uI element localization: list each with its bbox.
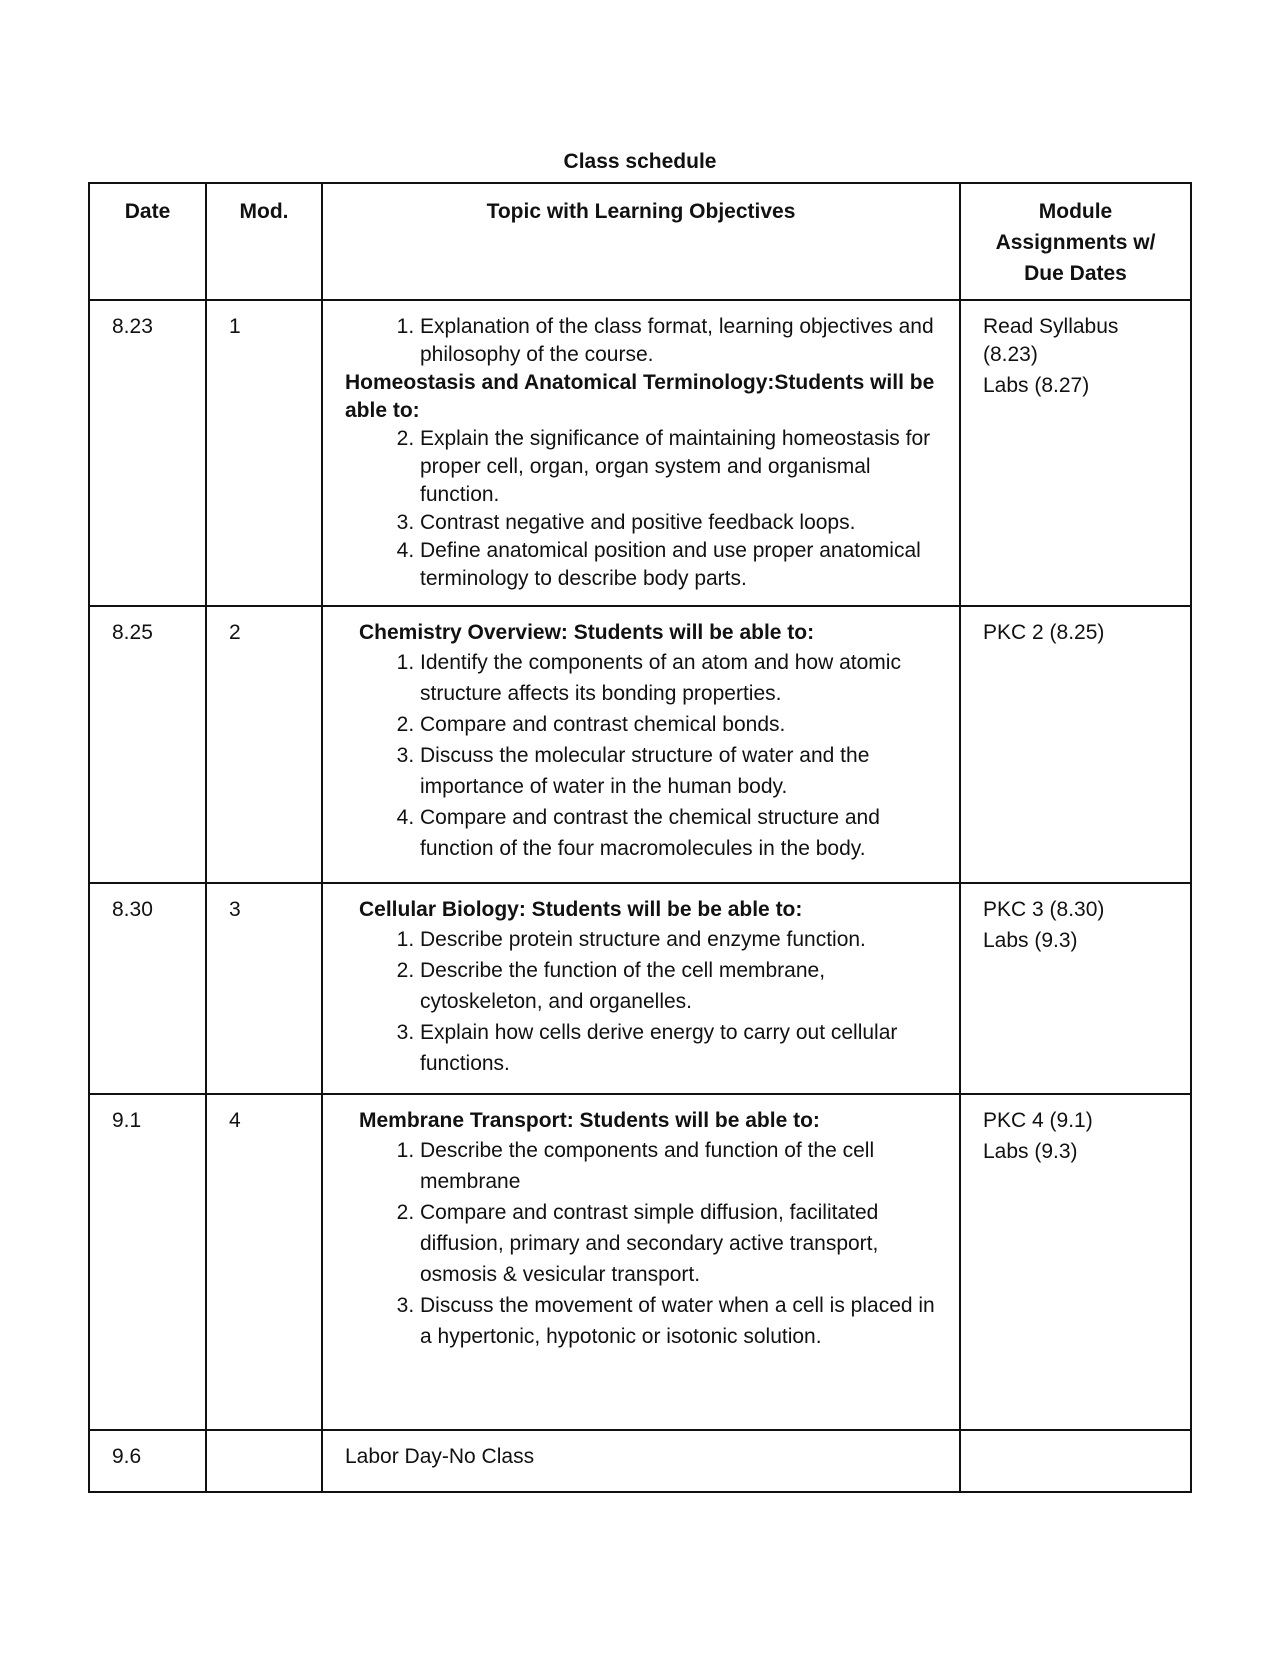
objective-item: 3. Discuss the movement of water when a cell is placed in a hypertonic, hypotonic or isotonic solution.	[420, 1290, 937, 1352]
section-heading: Membrane Transport: Students will be able to:	[359, 1109, 820, 1132]
module-cell	[206, 1430, 322, 1492]
date-cell: 9.6	[89, 1430, 206, 1492]
objective-item: 2. Describe the function of the cell membrane, cytoskeleton, and organelles.	[420, 955, 937, 1017]
objective-item: 1. Explanation of the class format, learning objectives and philosophy of the course.	[420, 313, 937, 369]
table-row	[89, 1430, 1191, 1492]
date-cell: 9.1	[89, 1094, 206, 1430]
table-row	[89, 1094, 1191, 1430]
objective-item: 3. Discuss the molecular structure of water and the importance of water in the human body.	[420, 740, 937, 802]
topic-cell	[322, 606, 960, 883]
assignments-cell	[960, 300, 1191, 606]
table-row	[89, 606, 1191, 883]
table-row	[89, 300, 1191, 606]
objective-item: 1. Identify the components of an atom and how atomic structure affects its bonding properties.	[420, 647, 937, 709]
objective-item: 2. Explain the significance of maintaining homeostasis for proper cell, organ, organ system and organismal function.	[420, 425, 937, 509]
section-heading: Cellular Biology: Students will be be able to:	[359, 898, 803, 921]
topic-cell	[322, 883, 960, 1094]
assignment-item: Read Syllabus (8.23)	[983, 315, 1119, 366]
topic-cell	[322, 1094, 960, 1430]
objective-item: 1. Describe the components and function of the cell membrane	[420, 1135, 937, 1197]
objective-item: 1. Describe protein structure and enzyme function.	[420, 924, 937, 955]
assignment-item: PKC 3 (8.30)	[983, 898, 1105, 921]
date-cell: 8.23	[89, 300, 206, 606]
assignments-cell	[960, 606, 1191, 883]
assignment-item: Labs (9.3)	[983, 929, 1078, 952]
assignment-item: PKC 2 (8.25)	[983, 621, 1105, 644]
page-title: Class schedule	[563, 150, 717, 173]
objective-item: 3. Explain how cells derive energy to carry out cellular functions.	[420, 1017, 937, 1079]
header-mod: Mod.	[206, 183, 322, 300]
objective-list	[345, 313, 937, 369]
objective-item: 2. Compare and contrast chemical bonds.	[420, 709, 937, 740]
date-cell: 8.30	[89, 883, 206, 1094]
objective-list	[345, 647, 937, 864]
topic-cell	[322, 300, 960, 606]
header-date: Date	[89, 183, 206, 300]
assignment-item: Labs (8.27)	[983, 374, 1090, 397]
assignments-cell	[960, 1430, 1191, 1492]
objective-list	[345, 924, 937, 1079]
module-cell: 1	[206, 300, 322, 606]
section-heading: Chemistry Overview: Students will be able to:	[359, 621, 815, 644]
table-row	[89, 883, 1191, 1094]
objective-item: 4. Define anatomical position and use proper anatomical terminology to describe body parts.	[420, 537, 937, 593]
module-cell: 2	[206, 606, 322, 883]
date-cell: 8.25	[89, 606, 206, 883]
objective-item: 3. Contrast negative and positive feedback loops.	[420, 509, 937, 537]
module-cell: 4	[206, 1094, 322, 1430]
schedule-table	[88, 182, 1192, 1493]
objective-list	[345, 425, 937, 593]
assignments-cell	[960, 883, 1191, 1094]
header-assignments: Module Assignments w/ Due Dates	[960, 183, 1191, 300]
assignments-cell	[960, 1094, 1191, 1430]
no-class-note: Labor Day-No Class	[322, 1430, 960, 1492]
section-heading: Homeostasis and Anatomical Terminology:Students will be able to:	[345, 371, 935, 422]
assignment-item: Labs (9.3)	[983, 1140, 1078, 1163]
objective-list	[345, 1135, 937, 1352]
header-topic: Topic with Learning Objectives	[322, 183, 960, 300]
header-row	[89, 183, 1191, 300]
objective-item: 2. Compare and contrast simple diffusion, facilitated diffusion, primary and secondary active transport, osmosis & vesicular transport.	[420, 1197, 937, 1290]
module-cell: 3	[206, 883, 322, 1094]
assignment-item: PKC 4 (9.1)	[983, 1109, 1093, 1132]
objective-item: 4. Compare and contrast the chemical structure and function of the four macromolecules in the body.	[420, 802, 937, 864]
